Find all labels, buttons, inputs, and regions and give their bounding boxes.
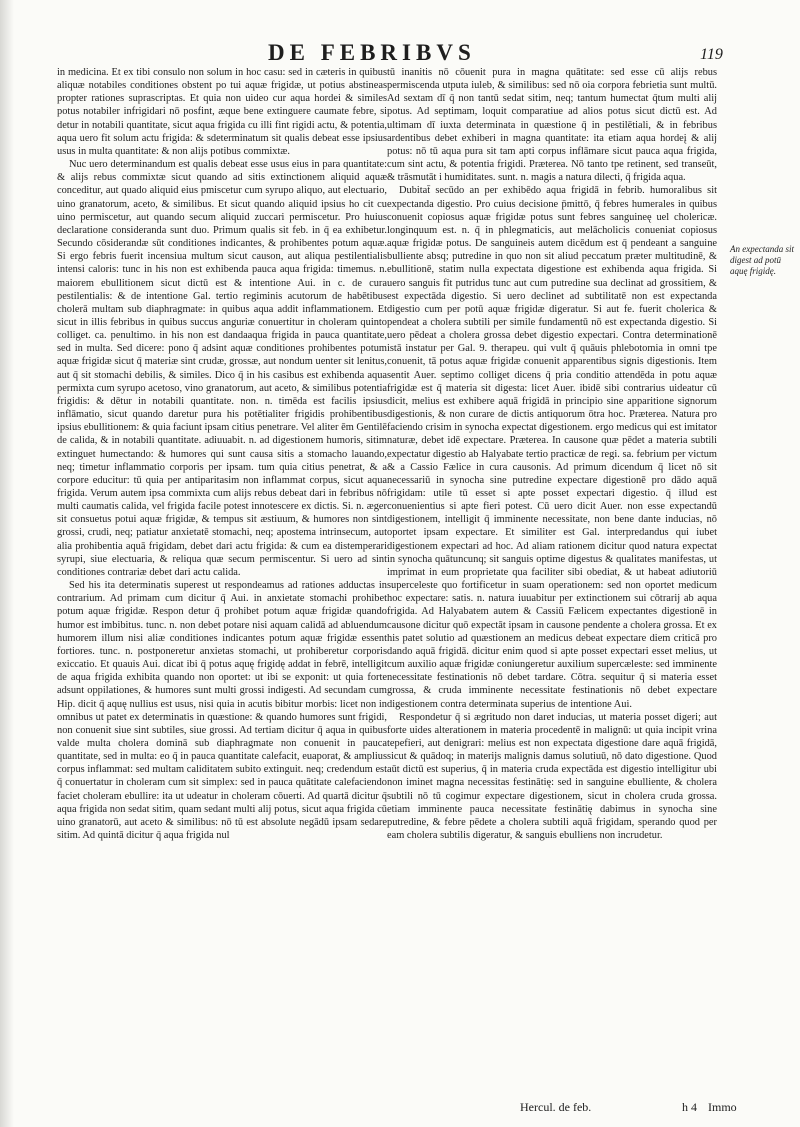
running-head: DE FEBRIBVS bbox=[268, 40, 476, 65]
left-column bbox=[57, 66, 387, 842]
page-number: 119 bbox=[700, 46, 723, 63]
footer-signature-line: Hercul. de feb. bbox=[520, 1100, 592, 1114]
gutter-shadow bbox=[0, 0, 14, 1127]
right-paragraph: Dubitat̄ secūdo an per exhibēdo aqua frigidā in febrib. humoralibus sit expectanda digestio. Pro cuius decisione p̄mittō, q̄ febres humerales in quibus conuenit copiosus aquæ frigidæ potus sunt febres sanguineę uel cholericæ. longinquum est. n. q̄ in phlegmaticis, aut melācholicis conueniat copiosus aquæ frigidæ potus. De sanguineis autem dicēdum est q̄ pendeant a sanguine bulliente absq; putredine in quo non sit aliud peccatum præter multitudinē, & ebullitionē, statim nulla expectata digestione est exhibenda aqua frigida. Si uero sanguis fit putridus tunc aut cum putredine sua declinat ad grossitiem, & est expectāda digestio. Si uero declinet ad subtilitatē non est expectanda digestio cum per potū aquæ frigidæ digeratur. Si aut fe. fuerit cholerica & pendeat a cholera subtili per simile fundamentū nō est expectanda digestio. Si uero pēdeat a cholera grossa debet digestio expectari. Contra determinationē istā instatur per Gal. 9. therapeu. qui vult q̄ quāuis phlebotomia in omni tpe conuenit, tā potus aquæ frigidæ conuenit apparentibus signis digestionis. Item sentit Auer. septimo colliget dicens q̄ pria conditio attendēda in potu aquæ frigidæ est q̄ materia sit digesta: licet Auer. ibidē sibi contrarius uideatur cū dicit, melius est exhibere aquā frigidā in principio sine apparitione signorum digestionis, & non curare de dictis antiquorum ōtra hoc. Præterea. Natura pro faciendo crisim in synocha expectat digestionem. ergo medicus qui est imitator naturæ, debet idē expectare. Præterea. In causone quæ pēdet a materia subtili expectatur digestio ab Halyabate tertio practicæ de regi. sa. febrium per victum & a Cassio Fælice in cura causonis. Ad primum dicendum q̄ licet nō sit necessariū in synocha sine putredine expectare digestionē pro dādo aquā frigidam: utile tū esset si apte posset expectari digestio. q̄ illud est conuenientius si apte fieri potest. Cū uero dicit Auer. non esse expectandū digestionem, intelligit q̄ imminente necessitate, non bene dante inducias, nō oportet ipsam expectare. Et similiter est Gal. interpredandus qui iubet digestionem expectari ad hoc. Ad aliam rationem dicitur quod natura expectat in synocha quātuncunq; sit sanguis optime digestus & qualitates manifestas, ut imprimat in eum proprietate qua faciliter sibi obediat, & ut habeat adiutoriū superceleste quo fortificetur in suam operationem: sed non oportet medicum hoc expectare: satis. n. natura iuuabitur per extinctionem sui cōtrarij ab aqua frigida. Ad Halyabatem autem & Cassiū Fælicem expectantes digestionē in causone dicitur quō expectāt ipsam in causone pendente a cholera grossa. Et ex his patet solutio ad quæstionem an medicus debeat expectare diem criticā pro dando aquā frigidā. dicitur enim quod si apte posset expectari esset melius, ut cum auxilio aquæ frigidæ coniungeretur auxilium supercæleste: sed imminente necessitate festinationis nō debet tardare. Cōtra. sequitur q̄ si materia esset grossa, & cruda imminente necessitate festinationis nō debet expectare digestionem contra determinata superius de intentione Aui. bbox=[387, 185, 717, 710]
footer-catchword: Immo bbox=[708, 1100, 737, 1114]
left-paragraph: Sed his ita determinatis superest ut respondeamus ad rationes adductas in contrarium. Ad primam cum dicitur q̄ Aui. in anxietate stomachi prohibet potum aquæ frigidæ. Respon detur q̄ prohibet potum aquæ frigidæ quando humor est imbibitus. tunc. n. non debet potare nisi aquam calidā ad abluendum humorem illum nisi aliæ conditiones indicantes potum aquæ frigidæ essent fortiores. tunc. n. postponeretur anxietas stomachi, ut prohiberetur corporis exiccatio. Et quauis Aui. dicat ibi q̄ potus aquę frigidę addat in febrē, intelligit de aqua frigida exhibita quando non oportet: ut ibi se exponit: ut quia forte adsunt oppilationes, & humores sunt multi grossi indigesti. Ad secundam cum Hip. dicit q̄ aquę nullius est usus, nisi quia in acutis bibitur morbis: licet non in omnibus ut patet ex determinatis in quæstione: & quando humores sunt frigidi, non conuenit siue sint subtiles, siue grossi. Ad tertiam dicitur q̄ aqua in quibus valde multa cholera dominā sub diaphragmate non conuenit in pauca quantitate, sed in multa: eo q̄ in pauca quantitate calefacit, euaporat, & amplius corpus inflammat: sed multam caliditatem subito extinguit. neq; credendum est q̄ conuertatur in choleram cum sit simplex: sed in pauca quātitate calefaciendo faciet choleram ebullire: ita ut udeatur in choleram cōuerti. Ad quartā dicitur q̄ aqua frigida non sedat sitim, quam sedant multi alij potus, sicut aqua frigida cū uino granatorū, aut aceto & similibus: nō tū est absolute negādū ipsam sedare sitim. Ad quintā dicitur q̄ aqua frigida nul bbox=[57, 580, 387, 842]
left-paragraph: in medicina. Et ex tibi consulo non solum in hoc casu: sed in cæteris in quibus aliquæ notabiles conditiones obstent po tui aquæ frigidæ, ut potius abstineas propter rationes suprascriptas. Et quia non uideo cur aqua hordei & similes potus notabiler infrigidari nō posfint, æque bene extinguere caumate febre, si detur in notabili quantitate, sicut aqua frigida cu illi fint rigidi actu, & potentia, aqua uero fit solum actu frigida: & sdeterminatum sit qualis debeat esse ipsius usus in multa quantitate: & non alijs potibus commixtæ. bbox=[57, 67, 387, 157]
marginal-note: An expectanda sit digest ad potū aquę frigidę. bbox=[730, 244, 794, 276]
left-paragraph: Nuc uero determinandum est qualis debeat esse usus eius in para quantitate: & alijs rebus commixtæ sicut quando ad sitis extinctionem aliquid aquæ conceditur, aut quado aliquid eius pmiscetur cum syrupo aliquo, aut electuario, uino granatorum, aceto, & similibus. Et sicut quando aliquid ipsius ho cit cu uino permiscetur, aut quando secum aliquid zuccari permiscetur. Pro huius declaratione consideranda sunt duo. Primum qualis sit feb. in q̄ ea exhibetur. Secundo cōsiderandæ sūt conditiones indicantes, & prohibentes potum aquæ. Si ergo febris fuerit incensiua multum sicut causon, aut aliqua pestilentialis intensi caloris: tunc in his non est exhibenda pauca aqua frigida: timemus. n. maiorem ebullitionem sicut dictū est & intentione Aui. in c. de cura pestilentialis: & de intentione Gal. tertio regiminis acutorum de habētibus cholerā multam sub diaphragmate: in quibus aqua addit inflammationem. Et sicut in illis febribus in quibus succus anguriæ conuertitur in choleram quinto colliget. ca. penultimo. in his non est dandaaqua frigida in pauca quantitate, sed in multa. Sed dicere: pono q̄ adsint aquæ conditiones prohibentes potum aquæ frigidæ sicut q̄ materiæ sint crudæ, grossæ, aut nondum uenter sit lenitus, aut q̄ sit stomachi debilis, & similes. Dico q̄ in his casibus est exhibenda aqua permixta cum syrupo acetoso, vino granatorum, aut aceto, & similibus potentia frigidis: & dētur in notabili quantitate. non. n. timēda est facilis ipsius inflāmatio, sicut quando daretur pura his potētialiter frigidis prohibentibus ipsius ebullitionem: & quia faciunt ipsam citius penetrare. Vel aliter ēm Gentilē de calida, & in notabili quantitate. adiuuabit. n. ad digestionem humoris, sitim extinguet humectando: & humores qui sunt causa sitis a stomacho lauando, neq; timetur inflammatio corporis per ipsam. tum quia citius penetrat, & a corpore educitur: tū quia per antiparitasim non inflammat corpus, sicut aqua frigida. Verum autem ipsa commixta cum alijs rebus debeat dari in febribus nō multi caumatis calida, vel frigida facile potest innotescere ex dictis. Si. n. æger sit consuetus potui aquæ frigidæ, & tempus sit æstiuum, & humores non sint grossi, crudi, neq; patiatur anxietatē stomachi, neq; apostema intrinsecum, aut alia prohibentia aquā frigidam, debet dari actu frigida: & cum ea distemperari syrupi, siue electuaria, & reliqua quæ secum permiscentur. Si uero ad sint conditiones contrariæ debet dari actu calida. bbox=[57, 159, 387, 578]
footer-signature-mark: h 4 bbox=[682, 1100, 697, 1114]
right-paragraph: tū inanitis nō cōuenit pura in magna quātitate: sed esse cū alijs rebus permiscenda utputa iuleb, & similibus: sed nō oia corpora febrietia sunt multū. Ad sextam dī q̄ non tantū sedat sitim, neq; tantum humectat q̄tum multi alij potus. Ad septimam, loquit comparatiue ad alios potus sicut dictū est. Ad ultimam dī iuxta determinata in quæstione q̄ in pestilētiali, & in febribus ardentibus debet exhiberi in magna quantitate: ita etiam aqua hordeį & alij potus: nō tū aqua pura sit tam apti corpus inflāmare sicut pauca aqua frigida, cum sint actu, & potentia frigidi. Præterea. Nō tanto tpe retinent, sed transeūt, & trāsmutāt i humiditates. sunt. n. magis a natura dilecti, q̄ frigida aqua. bbox=[387, 67, 717, 184]
right-paragraph: Respondetur q̄ si ægritudo non daret inducias, ut materia posset digeri; aut forte uides alterationem in materia procedentē in malignū: ut quia incipit vrina tepefieri, aut denigrari: melius est non expectata digestione dare aquā frigidā, sicut & quādoq; in materijs malignis damus solutiuū, nō dato digestione. Quod aūt dictū est superius, q̄ in materia cruda expectāda est digestio intelligitur ubi non iminet magna necessitas festinātię: sed in sanguine ebulliente, & cholera subtili nō tū cogimur expectare digestionem, sicut in cholera cruda grossa. etiam imminente pauca necessitate festinātię dabimus in synocha sine putredine, & febre pēdete a cholera subtili aquā frigidam, sperando quod per eam cholera subtilis digeratur, & sanguis ebulliens non incrudetur. bbox=[387, 711, 717, 842]
right-column bbox=[387, 66, 717, 842]
